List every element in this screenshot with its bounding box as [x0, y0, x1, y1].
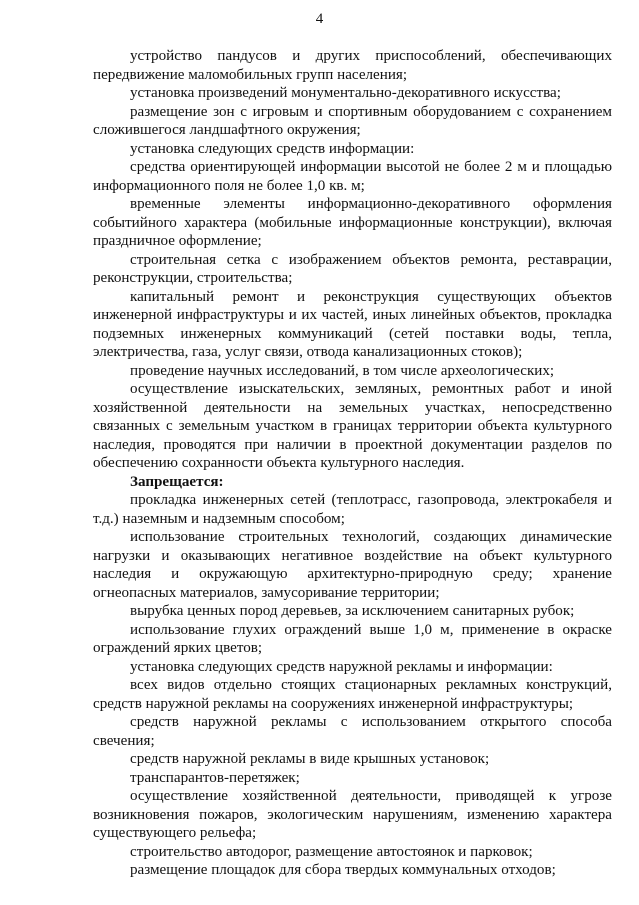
page-number: 4	[315, 11, 324, 27]
paragraph: средств наружной рекламы в виде крышных установок;	[130, 751, 490, 767]
paragraph: средств наружной рекламы с использованием открытого способа свечения;	[93, 714, 612, 749]
paragraph: средства ориентирующей информации высотой не более 2 м и площадью информационного поля не более 1,0 кв. м;	[93, 159, 612, 194]
paragraph: использование строительных технологий, создающих динамические нагрузки и оказывающих негативное воздействие на объект культурного наследия и окружающую архитектурно-природную среду; хранение огнеопасных материалов, замусоривание территории;	[93, 529, 612, 601]
paragraph: установка следующих средств наружной рекламы и информации:	[130, 658, 553, 675]
document-body	[93, 47, 612, 880]
paragraph: всех видов отдельно стоящих стационарных рекламных конструкций, средств наружной рекламы на сооружениях инженерной инфраструктуры;	[93, 677, 612, 712]
paragraph: вырубка ценных пород деревьев, за исключением санитарных рубок;	[130, 603, 575, 619]
paragraph: капитальный ремонт и реконструкция существующих объектов инженерной инфраструктуры и их частей, иных линейных объектов, прокладка подземных инженерных коммуникаций (сетей поставки воды, тепла, электричества, газа, услуг связи, отвода канализационных стоков);	[93, 288, 612, 360]
paragraph: установка произведений монументально-декоративного искусства;	[130, 85, 561, 101]
paragraph: транспарантов-перетяжек;	[130, 769, 300, 786]
paragraph: устройство пандусов и других приспособлений, обеспечивающих передвижение маломобильных групп населения;	[93, 48, 612, 83]
paragraph: строительство автодорог, размещение автостоянок и парковок;	[130, 843, 533, 860]
paragraph: осуществление изыскательских, земляных, ремонтных работ и иной хозяйственной деятельности на земельных участках, непосредственно связанных с земельным участком в границах территории объекта культурного наследия, проводятся при наличии в проектной документации разделов по обеспечению сохранности объекта культурного наследия.	[93, 381, 612, 471]
paragraph: установка следующих средств информации:	[130, 140, 415, 157]
paragraph: осуществление хозяйственной деятельности, приводящей к угрозе возникновения пожаров, экологическим нарушениям, изменению характера существующего рельефа;	[93, 788, 612, 841]
paragraph: строительная сетка с изображением объектов ремонта, реставрации, реконструкции, строительства;	[93, 251, 612, 286]
paragraph: прокладка инженерных сетей (теплотрасс, газопровода, электрокабеля и т.д.) наземным и надземным способом;	[93, 492, 612, 527]
paragraph: проведение научных исследований, в том числе археологических;	[130, 362, 555, 379]
paragraph: размещение зон с игровым и спортивным оборудованием с сохранением сложившегося ландшафтного окружения;	[93, 103, 612, 138]
section-heading: Запрещается:	[130, 473, 224, 490]
paragraph: использование глухих ограждений выше 1,0 м, применение в окраске ограждений ярких цветов;	[93, 621, 612, 656]
paragraph: размещение площадок для сбора твердых коммунальных отходов;	[130, 862, 556, 878]
paragraph: временные элементы информационно-декоративного оформления событийного характера (мобильные информационные конструкции), включая праздничное оформление;	[93, 196, 612, 249]
